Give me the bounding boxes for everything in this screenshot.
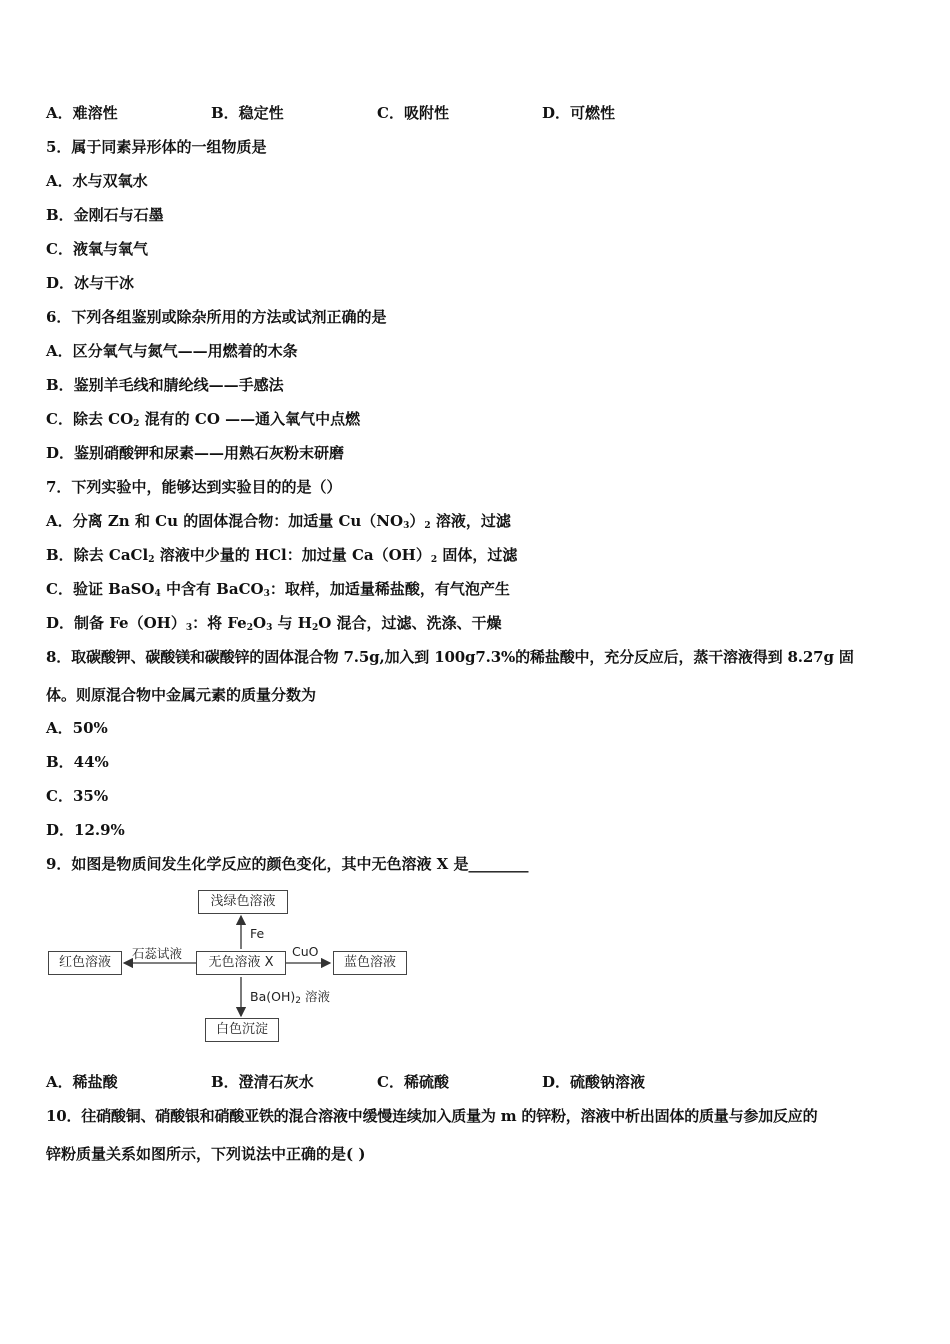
q7-option-c: C．验证 BaSO$_4$ 中含有 BaCO$_3$：取样，加适量稀盐酸，有气泡产生 [46, 580, 510, 599]
q8-stem-line2: 体。则原混合物中金属元素的质量分数为 [46, 686, 317, 704]
q7-option-d: D．制备 $Fe(OH)_3$：将 $Fe_2O_3$ 与 $H_2O$ 混合，过滤、洗涤、干燥 [46, 614, 502, 633]
q6-option-b: B．鉴别羊毛线和腈纶线——手感法 [46, 376, 284, 394]
q7-option-b: B．除去 CaCl$_2$ 溶液中少量的 HCl：加过量 $Ca(OH)_2$ 固体，过滤 [46, 546, 518, 565]
q5-option-b: B．金刚石与石墨 [46, 206, 164, 224]
q5-option-a: A．水与双氧水 [46, 172, 148, 190]
q4-option-c: C．吸附性 [377, 104, 449, 122]
bottom-box: 白色沉淀 [205, 1018, 279, 1042]
q6-option-d: D．鉴别硝酸钾和尿素——用熟石灰粉末研磨 [46, 444, 345, 462]
q4-option-b: B．稳定性 [211, 104, 284, 122]
top-box: 浅绿色溶液 [198, 890, 288, 914]
q5-stem: 5．属于同素异形体的一组物质是 [46, 138, 267, 156]
center-box: 无色溶液 X [196, 951, 286, 975]
q5-option-c: C．液氧与氧气 [46, 240, 148, 258]
q10-stem-line1: 10．往硝酸铜、硝酸银和硝酸亚铁的混合溶液中缓慢连续加入质量为 m 的锌粉，溶液中析出固体的质量与参加反应的 [46, 1107, 818, 1125]
q6-option-a: A．区分氧气与氮气——用燃着的木条 [46, 342, 298, 360]
label-cuo: CuO [292, 944, 319, 959]
q7-stem: 7．下列实验中，能够达到实验目的的是（） [46, 478, 342, 496]
q8-option-d: D．12.9% [46, 821, 125, 839]
q9-stem: 9．如图是物质间发生化学反应的颜色变化，其中无色溶液 X 是________ [46, 855, 529, 873]
q9-option-b: B．澄清石灰水 [211, 1073, 314, 1091]
q8-option-a: A．50% [46, 719, 108, 737]
q8-stem-line1: 8．取碳酸钾、碳酸镁和碳酸锌的固体混合物 7.5g,加入到 100g7.3%的稀盐酸中，充分反应后，蒸干溶液得到 8.27g 固 [46, 648, 854, 666]
right-box: 蓝色溶液 [333, 951, 407, 975]
q8-option-b: B．44% [46, 753, 109, 771]
label-fe: Fe [250, 926, 265, 941]
q6-option-c: C．除去 $CO_2$ 混有的 CO ——通入氧气中点燃 [46, 410, 361, 429]
q9-option-d: D．硫酸钠溶液 [542, 1073, 646, 1091]
label-baoh2: $Ba(OH)_2$ 溶液 [250, 989, 330, 1006]
q4-option-d: D．可燃性 [542, 104, 616, 122]
reaction-diagram [44, 886, 414, 1048]
q9-option-a: A．稀盐酸 [46, 1073, 118, 1091]
q7-option-a: A．分离 Zn 和 Cu 的固体混合物：加适量 $Cu(NO_3)_2$ 溶液，过滤 [46, 512, 511, 531]
q6-stem: 6．下列各组鉴别或除杂所用的方法或试剂正确的是 [46, 308, 387, 326]
q10-stem-line2: 锌粉质量关系如图所示，下列说法中正确的是( ) [46, 1145, 366, 1163]
q8-option-c: C．35% [46, 787, 109, 805]
left-box: 红色溶液 [48, 951, 122, 975]
q9-option-c: C．稀硫酸 [377, 1073, 449, 1091]
label-litmus: 石蕊试液 [132, 946, 183, 961]
q5-option-d: D．冰与干冰 [46, 274, 135, 292]
q4-option-a: A．难溶性 [46, 104, 118, 122]
